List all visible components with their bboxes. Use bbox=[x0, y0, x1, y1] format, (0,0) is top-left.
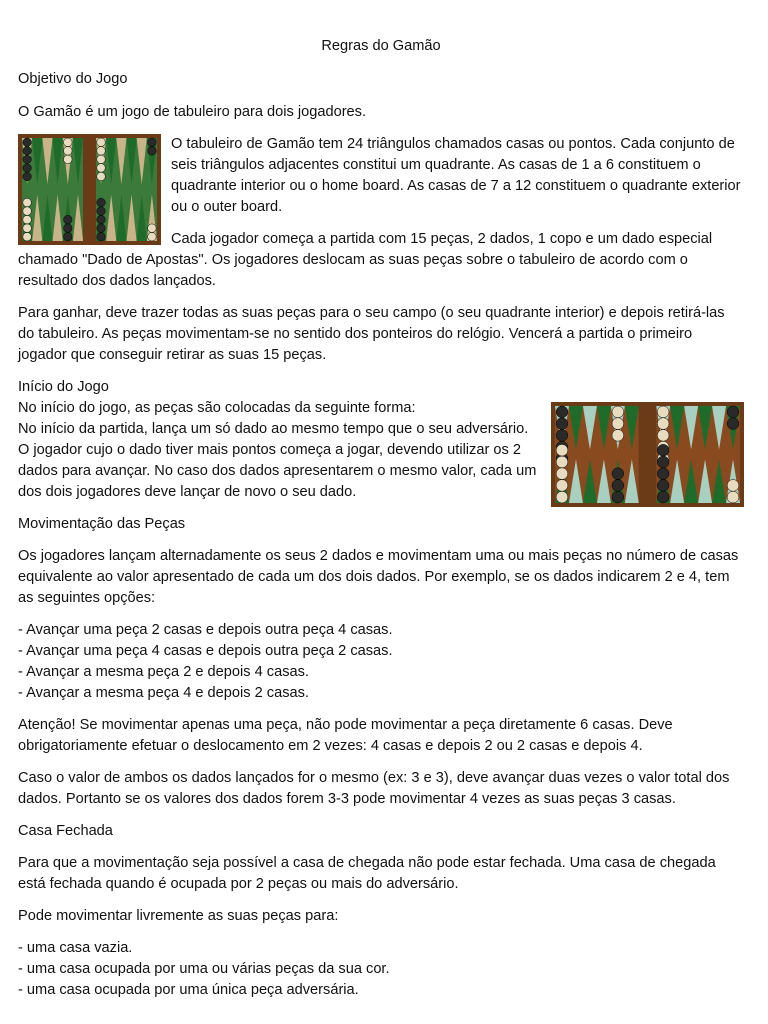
board-checker bbox=[556, 429, 568, 441]
board-bar bbox=[639, 406, 656, 503]
section-heading-objective: Objetivo do Jogo bbox=[18, 71, 128, 87]
board-checker bbox=[97, 224, 106, 233]
movement-options-list bbox=[18, 620, 744, 704]
board-checker bbox=[612, 429, 624, 441]
board-checker bbox=[556, 468, 568, 480]
free-move-options-list bbox=[18, 938, 744, 1001]
board-checker bbox=[727, 418, 739, 430]
movement-paragraph: Os jogadores lançam alternadamente os seus 2 dados e movimentam uma ou mais peças no número de casas equivalente ao valor apresentado de cada um dos dois dados. Por exemplo, se os dados indicarem 2 e 4, tem as seguintes opções: bbox=[18, 548, 739, 606]
board-checker bbox=[23, 164, 32, 173]
board-checker bbox=[97, 172, 106, 181]
board-checker bbox=[556, 406, 568, 418]
board-checker bbox=[97, 232, 106, 241]
board-checker bbox=[657, 418, 669, 430]
closed-paragraph: Para que a movimentação seja possível a casa de chegada não pode estar fechada. Uma casa de chegada está fechada quando é ocupada por 2 peças ou mais do adversário. bbox=[18, 855, 716, 892]
doubles-paragraph: Caso o valor de ambos os dados lançados for o mesmo (ex: 3 e 3), deve avançar duas vezes o valor total dos dados. Portanto se os valores dos dados forem 3-3 pode movimentar 4 vezes as suas peças 3 casas. bbox=[18, 770, 730, 807]
board-checker bbox=[612, 468, 624, 480]
board-checker bbox=[727, 491, 739, 503]
list-item: - uma casa ocupada por uma única peça adversária. bbox=[18, 982, 359, 998]
board-checker bbox=[657, 429, 669, 441]
board-checker bbox=[64, 138, 73, 147]
list-item: - uma casa ocupada por uma ou várias peças da sua cor. bbox=[18, 961, 390, 977]
board-checker bbox=[556, 491, 568, 503]
board-half bbox=[22, 138, 83, 241]
board-checker bbox=[23, 232, 32, 241]
board-checker bbox=[97, 138, 106, 147]
board-checker bbox=[657, 406, 669, 418]
backgammon-board-illustration-icon bbox=[551, 402, 744, 507]
board-checker bbox=[97, 147, 106, 156]
board-checker bbox=[612, 491, 624, 503]
board-checker bbox=[612, 480, 624, 492]
board-checker bbox=[97, 215, 106, 224]
win-paragraph: Para ganhar, deve trazer todas as suas peças para o seu campo (o seu quadrante interior) e depois retirá-las do tabuleiro. As peças movimentam-se no sentido dos ponteiros do relógio. Vencerá a partida o primeiro jogador que conseguir retirar as suas 15 peças. bbox=[18, 305, 725, 363]
board-half bbox=[96, 138, 157, 241]
board-checker bbox=[148, 138, 157, 147]
board-bar bbox=[83, 138, 96, 241]
backgammon-board-image-2 bbox=[551, 402, 744, 507]
list-item: - Avançar a mesma peça 4 e depois 2 casas. bbox=[18, 685, 309, 701]
board-checker bbox=[612, 418, 624, 430]
page-title: Regras do Gamão bbox=[321, 38, 441, 54]
board-checker bbox=[556, 418, 568, 430]
board-checker bbox=[23, 172, 32, 181]
board-paragraph: O tabuleiro de Gamão tem 24 triângulos chamados casas ou pontos. Cada conjunto de seis triângulos adjacentes constitui um quadrante. As casas de 1 a 6 constituem o quadrante interior ou o home board. As casas de 7 a 12 constituem o quadrante exterior ou o outer board. bbox=[171, 136, 741, 215]
backgammon-board-image-1 bbox=[18, 134, 161, 245]
section-heading-closed: Casa Fechada bbox=[18, 823, 113, 839]
board-checker bbox=[64, 155, 73, 164]
board-checker bbox=[148, 232, 157, 241]
board-checker bbox=[23, 215, 32, 224]
board-checker bbox=[612, 406, 624, 418]
board-checker bbox=[64, 232, 73, 241]
board-checker bbox=[23, 198, 32, 207]
board-checker bbox=[64, 224, 73, 233]
board-checker bbox=[657, 456, 669, 468]
board-checker bbox=[23, 138, 32, 147]
board-checker bbox=[97, 198, 106, 207]
backgammon-board-illustration-icon bbox=[18, 134, 161, 245]
intro-paragraph: O Gamão é um jogo de tabuleiro para dois jogadores. bbox=[18, 104, 367, 120]
board-checker bbox=[23, 147, 32, 156]
board-checker bbox=[23, 155, 32, 164]
list-item: - Avançar a mesma peça 2 e depois 4 casas. bbox=[18, 664, 309, 680]
board-checker bbox=[97, 164, 106, 173]
board-checker bbox=[657, 491, 669, 503]
list-item: - Avançar uma peça 4 casas e depois outra peça 2 casas. bbox=[18, 643, 393, 659]
board-checker bbox=[657, 480, 669, 492]
board-checker bbox=[556, 444, 568, 456]
board-checker bbox=[97, 155, 106, 164]
board-checker bbox=[657, 468, 669, 480]
board-checker bbox=[23, 207, 32, 216]
section-heading-movement: Movimentação das Peças bbox=[18, 516, 186, 532]
board-checker bbox=[556, 480, 568, 492]
start-setup-line: No início do jogo, as peças são colocadas da seguinte forma: bbox=[18, 400, 416, 416]
board-checker bbox=[727, 406, 739, 418]
board-checker bbox=[657, 444, 669, 456]
board-checker bbox=[64, 215, 73, 224]
board-checker bbox=[727, 480, 739, 492]
board-checker bbox=[97, 207, 106, 216]
board-checker bbox=[23, 224, 32, 233]
board-checker bbox=[148, 147, 157, 156]
list-item: - Avançar uma peça 2 casas e depois outra peça 4 casas. bbox=[18, 622, 393, 638]
board-half bbox=[555, 406, 639, 503]
document-page bbox=[18, 36, 744, 1012]
start-paragraph: No início da partida, lança um só dado ao mesmo tempo que o seu adversário. O jogador cujo o dado tiver mais pontos começa a jogar, devendo utilizar os 2 dados para avançar. No caso dos dados apresentarem o mesmo valor, cada um dos dois jogadores deve lançar de novo o seu dado. bbox=[18, 421, 537, 500]
attention-paragraph: Atenção! Se movimentar apenas uma peça, não pode movimentar a peça diretamente 6 casas. Deve obrigatoriamente efetuar o deslocamento em 2 vezes: 4 casas e depois 2 ou 2 casas e depois 4. bbox=[18, 717, 673, 754]
equipment-paragraph: Cada jogador começa a partida com 15 peças, 2 dados, 1 copo e um dado especial chamado "Dado de Apostas". Os jogadores deslocam as suas peças sobre o tabuleiro de acordo com o resultado dos dados lançados. bbox=[18, 231, 713, 289]
board-checker bbox=[64, 147, 73, 156]
section-heading-start: Início do Jogo bbox=[18, 379, 109, 395]
list-item: - uma casa vazia. bbox=[18, 940, 133, 956]
board-checker bbox=[556, 456, 568, 468]
board-half bbox=[656, 406, 740, 503]
board-checker bbox=[148, 224, 157, 233]
free-move-paragraph: Pode movimentar livremente as suas peças para: bbox=[18, 908, 339, 924]
